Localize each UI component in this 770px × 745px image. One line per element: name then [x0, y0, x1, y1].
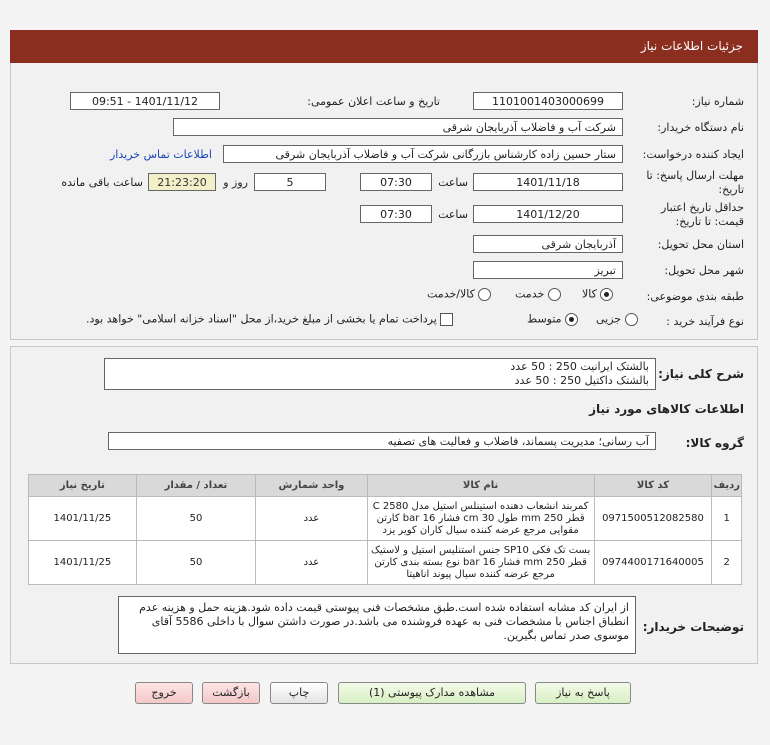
- radio-icon: [478, 288, 491, 301]
- province-label: استان محل تحویل:: [657, 238, 744, 251]
- process-label: نوع فرآیند خرید :: [666, 315, 744, 328]
- table-row[interactable]: [29, 497, 742, 541]
- cell-unit: عدد: [256, 541, 368, 585]
- requester-label: ایجاد کننده درخواست:: [642, 148, 744, 161]
- need-number-field: 1101001403000699: [473, 92, 623, 110]
- remaining-label: ساعت باقی مانده: [61, 176, 143, 189]
- cell-code: 0971500512082580: [594, 497, 712, 541]
- col-row: ردیف: [712, 475, 742, 497]
- announce-field: 1401/11/12 - 09:51: [70, 92, 220, 110]
- validity-time-label: ساعت: [438, 208, 468, 221]
- cell-row: 2: [712, 541, 742, 585]
- remaining-time-field: 21:23:20: [148, 173, 216, 191]
- process-option-minor[interactable]: جزیی: [596, 312, 638, 326]
- category-option-goods-service[interactable]: کالا/خدمت: [427, 287, 491, 301]
- city-field: تبریز: [473, 261, 623, 279]
- checkbox-icon: [440, 313, 453, 326]
- cell-row: 1: [712, 497, 742, 541]
- deadline-time-label: ساعت: [438, 176, 468, 189]
- goods-info-title: اطلاعات کالاهای مورد نیاز: [589, 402, 744, 416]
- back-button[interactable]: بازگشت: [202, 682, 260, 704]
- province-field: آذربایجان شرقی: [473, 235, 623, 253]
- category-option-goods[interactable]: کالا: [582, 287, 613, 301]
- need-summary-label: شرح کلی نیاز:: [658, 367, 744, 381]
- radio-selected-icon: [565, 313, 578, 326]
- treasury-payment-checkbox[interactable]: پرداخت تمام یا بخشی از مبلغ خرید،از محل "اسناد خزانه اسلامی" خواهد بود.: [86, 312, 453, 326]
- deadline-label: مهلت ارسال پاسخ: تا تاریخ:: [646, 169, 744, 196]
- need-number-label: شماره نیاز:: [691, 95, 744, 108]
- cell-code: 0974400171640005: [594, 541, 712, 585]
- buyer-notes-label: توضیحات خریدار:: [642, 620, 744, 634]
- attachments-button[interactable]: مشاهده مدارک پیوستی (1): [338, 682, 526, 704]
- col-qty: تعداد / مقدار: [136, 475, 255, 497]
- buyer-org-label: نام دستگاه خریدار:: [657, 121, 744, 134]
- col-name: نام کالا: [367, 475, 594, 497]
- col-date: تاریخ نیاز: [29, 475, 137, 497]
- exit-button[interactable]: خروج: [135, 682, 193, 704]
- cell-qty: 50: [136, 541, 255, 585]
- goods-group-field: آب رسانی؛ مدیریت پسماند، فاضلاب و فعالیت های تصفیه: [108, 432, 656, 450]
- announce-label: تاریخ و ساعت اعلان عمومی:: [307, 95, 440, 108]
- requester-field: ستار حسین زاده کارشناس بازرگانی شرکت آب و فاضلاب آذربایجان شرقی: [223, 145, 623, 163]
- cell-name: کمربند انشعاب دهنده استینلس استیل مدل C 2580 قطر 250 mm طول 30 cm فشار 16 bar کارتن مقوایی مرجع عرضه کننده سیال کاران کویر یزد: [367, 497, 594, 541]
- validity-date-field: 1401/12/20: [473, 205, 623, 223]
- cell-qty: 50: [136, 497, 255, 541]
- validity-time-field: 07:30: [360, 205, 432, 223]
- print-button[interactable]: چاپ: [270, 682, 328, 704]
- reply-button[interactable]: پاسخ به نیاز: [535, 682, 631, 704]
- col-code: کد کالا: [594, 475, 712, 497]
- deadline-time-field: 07:30: [360, 173, 432, 191]
- table-row[interactable]: [29, 541, 742, 585]
- days-label: روز و: [223, 176, 248, 189]
- cell-unit: عدد: [256, 497, 368, 541]
- buyer-notes-field: از ایران کد مشابه استفاده شده است.طبق مشخصات فنی پیوستی قیمت داده شود.هزینه حمل و هزینه عدم انطباق اجناس با مشخصات فنی به عهده فروشنده می باشد.در صورت داشتن سوال با داخلی 5586 آقای موسوی صدر تماس بگیرین.: [118, 596, 636, 654]
- process-option-medium[interactable]: متوسط: [527, 312, 578, 326]
- goods-table: [28, 474, 742, 585]
- days-field: 5: [254, 173, 326, 191]
- cell-name: بست تک فکی SP10 جنس استنلیس استیل و لاستیک قطر 250 mm فشار 16 bar نوع بسته بندی کارتن مرجع عرضه کننده سیال پیوند اناهیتا: [367, 541, 594, 585]
- table-header-row: [29, 475, 742, 497]
- city-label: شهر محل تحویل:: [664, 264, 744, 277]
- page-title: جزئیات اطلاعات نیاز: [10, 30, 758, 63]
- col-unit: واحد شمارش: [256, 475, 368, 497]
- category-label: طبقه بندی موضوعی:: [646, 290, 744, 303]
- cell-date: 1401/11/25: [29, 497, 137, 541]
- buyer-contact-link[interactable]: اطلاعات تماس خریدار: [110, 148, 212, 161]
- deadline-date-field: 1401/11/18: [473, 173, 623, 191]
- radio-icon: [625, 313, 638, 326]
- goods-group-label: گروه کالا:: [685, 436, 744, 450]
- buyer-org-field: شرکت آب و فاضلاب آذربایجان شرقی: [173, 118, 623, 136]
- need-summary-field: بالشتک ایرانیت 250 : 50 عدد بالشتک داکتیل 250 : 50 عدد: [104, 358, 656, 390]
- radio-icon: [548, 288, 561, 301]
- validity-label: حداقل تاریخ اعتبار قیمت: تا تاریخ:: [660, 201, 744, 228]
- category-option-service[interactable]: خدمت: [515, 287, 561, 301]
- cell-date: 1401/11/25: [29, 541, 137, 585]
- radio-selected-icon: [600, 288, 613, 301]
